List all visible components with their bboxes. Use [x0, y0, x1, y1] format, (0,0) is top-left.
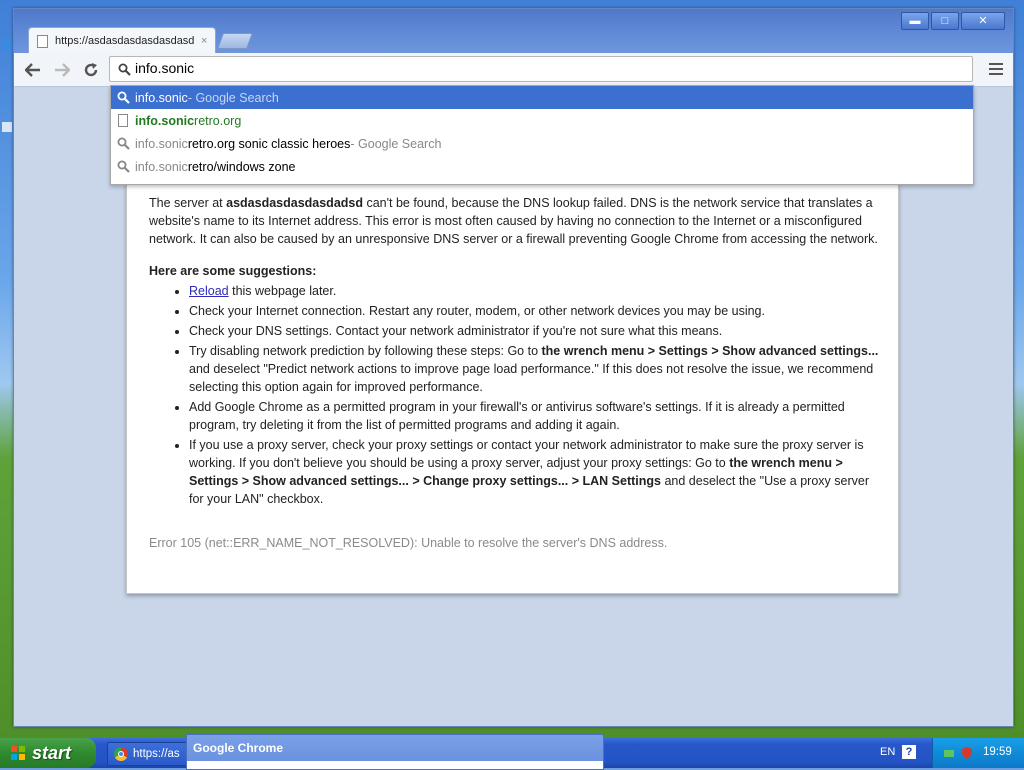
search-icon: [111, 160, 135, 173]
error-card: [126, 183, 899, 594]
suggestion-query: info.sonic: [135, 90, 188, 105]
suggestion-suffix: - Google Search: [350, 136, 442, 151]
back-arrow-icon: [25, 63, 41, 77]
toolbar: [14, 53, 1013, 87]
taskbar-preview-popup[interactable]: [186, 734, 604, 770]
error-code: Error 105 (net::ERR_NAME_NOT_RESOLVED): Unable to resolve the server's DNS address.: [149, 536, 668, 550]
address-bar[interactable]: [109, 56, 973, 82]
security-shield-icon[interactable]: [961, 747, 973, 759]
forward-arrow-icon: [54, 63, 70, 77]
clock: 19:59: [983, 746, 1012, 758]
page-icon: [37, 35, 48, 48]
suggestion-url-match: info.sonic: [135, 113, 195, 128]
address-input[interactable]: [135, 59, 955, 77]
suggestion-url-rest: retro.org: [194, 113, 242, 128]
windows-logo-icon: [10, 745, 26, 761]
task-label: https://as: [133, 748, 180, 760]
popup-title: Google Chrome: [187, 735, 603, 761]
start-label: start: [32, 742, 72, 763]
list-item: • Check your DNS settings. Contact your network administrator if you're not sure what this means.: [189, 322, 881, 340]
system-tray: [932, 738, 1024, 768]
list-item: • If you use a proxy server, check your proxy settings or contact your network administrator to make sure the proxy server is working. If you don't believe you should be using a proxy server, adjust your proxy settings: Go to the wrench menu > Settings > Show advanced settings... > Change proxy settings... > LAN Settings and deselect the "Use a proxy server for your LAN" checkbox.: [189, 436, 881, 508]
suggestion-query-rest: retro/windows zone: [187, 159, 296, 174]
list-item: • Add Google Chrome as a permitted program in your firewall's or antivirus software's settings. If it is already a permitted program, try deleting it from the list of permitted programs and adding it again.: [189, 398, 881, 434]
forward-button[interactable]: [52, 60, 72, 80]
browser-tab[interactable]: [28, 27, 216, 54]
network-icon[interactable]: [943, 747, 955, 759]
reload-link[interactable]: Reload: [189, 284, 229, 298]
new-tab-button[interactable]: [217, 33, 253, 49]
taskbar-chrome-item[interactable]: [107, 742, 189, 766]
list-item: • Try disabling network prediction by following these steps: Go to the wrench menu > Settings > Show advanced settings... and deselect "Predict network actions to improve page load performance." If this does not resolve the issue, we recommend selecting this option again for improved performance.: [189, 342, 881, 396]
suggestion-item[interactable]: [111, 109, 973, 132]
reload-button[interactable]: [81, 60, 101, 80]
suggestions-title: Here are some suggestions:: [149, 264, 317, 278]
title-bar[interactable]: [14, 9, 1013, 53]
minimize-button[interactable]: ▬: [901, 12, 929, 30]
search-icon: [111, 91, 135, 104]
tab-title: https://asdasdasdasdasdasd: [55, 35, 195, 47]
language-indicator[interactable]: EN: [880, 746, 896, 758]
back-button[interactable]: [23, 60, 43, 80]
server-name: asdasdasdasdasdadsd: [226, 196, 363, 210]
suggestion-item[interactable]: [111, 155, 973, 178]
suggestion-item[interactable]: [111, 132, 973, 155]
list-item: • Check your Internet connection. Restart any router, modem, or other network devices you may be using.: [189, 302, 881, 320]
desktop-icon[interactable]: [0, 38, 14, 52]
wrench-menu-button[interactable]: [989, 63, 1003, 75]
omnibox-suggestions: [110, 85, 974, 185]
suggestion-query-prefix: info.sonic: [135, 159, 188, 174]
chrome-icon: [114, 747, 128, 761]
list-item: • Reload this webpage later.: [189, 282, 881, 300]
suggestion-query-rest: retro.org sonic classic heroes: [187, 136, 351, 151]
close-button[interactable]: ✕: [961, 12, 1005, 30]
suggestions-list: [149, 282, 881, 508]
page-icon: [111, 114, 135, 127]
tab-close-icon[interactable]: ×: [201, 35, 208, 47]
window-controls: [901, 12, 1005, 30]
desktop-icon[interactable]: [0, 120, 14, 134]
suggestion-suffix: - Google Search: [187, 90, 279, 105]
search-icon: [111, 137, 135, 150]
reload-icon: [83, 62, 99, 78]
start-button[interactable]: [0, 738, 96, 768]
suggestion-query-prefix: info.sonic: [135, 136, 188, 151]
maximize-button[interactable]: □: [931, 12, 959, 30]
error-description: The server at asdasdasdasdasdadsd can't be found, because the DNS lookup failed. DNS is the network service that translates a website's name to its Internet address. This error is most often caused by having no connection to the Internet or a misconfigured network. It can also be caused by an unresponsive DNS server or a firewall preventing Google Chrome from accessing the network.: [149, 196, 878, 246]
help-icon[interactable]: ?: [902, 745, 916, 759]
suggestion-item[interactable]: [111, 86, 973, 109]
search-icon: [118, 63, 131, 79]
